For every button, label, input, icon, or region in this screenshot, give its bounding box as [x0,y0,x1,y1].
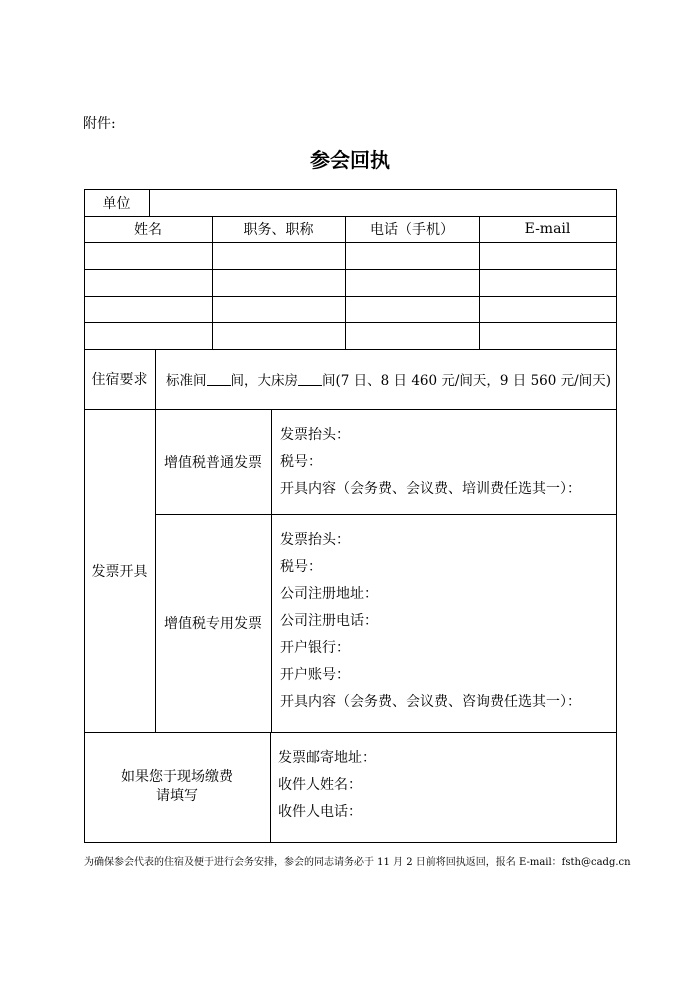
invoice-special-field-bank: 开户银行： [280,640,350,656]
attendee-1-title-field[interactable] [213,243,345,269]
invoice-special-field-phone: 公司注册电话： [280,613,378,629]
invoice-normal-field-title: 发票抬头： [280,427,350,443]
column-header-name: 姓名 [134,222,162,238]
accommodation-text [166,349,616,409]
invoice-normal-fields [280,422,581,503]
attendee-1-email-field[interactable] [480,243,616,269]
attendee-2-phone-field[interactable] [346,270,479,296]
onsite-label-line2: 请填写 [156,788,198,804]
invoice-label: 发票开具 [91,563,148,580]
invoice-special-field-title: 发票抬头： [280,532,350,548]
attendee-2-email-field[interactable] [480,270,616,296]
attendee-4-email-field[interactable] [480,323,616,349]
attendee-4-name-field[interactable] [85,323,212,349]
form-title: 参会回执 [310,148,390,172]
onsite-label-line1: 如果您于现场缴费 [121,769,233,785]
invoice-normal-field-content: 开具内容（会务费、会议费、培训费任选其一）： [280,481,581,497]
column-header-phone: 电话（手机） [370,222,454,238]
accommodation-label: 住宿要求 [91,372,148,388]
attendee-3-title-field[interactable] [213,297,345,322]
column-header-title: 职务、职称 [243,222,314,238]
attendee-3-email-field[interactable] [480,297,616,322]
onsite-fields [278,745,376,826]
accommodation-room-label: 间，大床房 [230,373,298,389]
onsite-label [84,732,270,842]
attendee-2-title-field[interactable] [213,270,345,296]
onsite-field-recipient-phone: 收件人电话： [278,804,362,820]
onsite-field-recipient-name: 收件人姓名： [278,777,362,793]
invoice-special-field-content: 开具内容（会务费、会议费、咨询费任选其一）： [280,694,581,710]
attendee-1-phone-field[interactable] [346,243,479,269]
onsite-field-mail-address: 发票邮寄地址： [278,750,376,766]
invoice-special-field-tax-id: 税号： [280,559,322,575]
invoice-special-field-account: 开户账号： [280,667,350,683]
unit-label: 单位 [102,195,131,212]
column-header-email: E-mail [524,221,571,237]
standard-room-count-field[interactable] [207,373,231,386]
accommodation-rate-text: 间(7 日、8 日 460 元/间天，9 日 560 元/间天) [322,373,611,389]
invoice-normal-field-tax-id: 税号： [280,454,322,470]
invoice-special-field-address: 公司注册地址： [280,586,378,602]
attendee-1-name-field[interactable] [85,243,212,269]
attachment-label: 附件: [83,116,116,132]
invoice-normal-type: 增值税普通发票 [164,454,262,471]
invoice-special-fields [280,527,581,716]
attendee-3-phone-field[interactable] [346,297,479,322]
attendee-2-name-field[interactable] [85,270,212,296]
king-room-count-field[interactable] [298,373,322,386]
unit-field[interactable] [150,190,616,216]
accommodation-standard-label: 标准间 [166,373,207,389]
attendee-3-name-field[interactable] [85,297,212,322]
footer-note: 为确保参会代表的住宿及便于进行会务安排，参会的同志请务必于 11 月 2 日前将回执返回，报名 E-mail：fsth@cadg.cn [84,857,631,868]
attendee-4-title-field[interactable] [213,323,345,349]
attendee-4-phone-field[interactable] [346,323,479,349]
invoice-special-type: 增值税专用发票 [164,616,262,632]
